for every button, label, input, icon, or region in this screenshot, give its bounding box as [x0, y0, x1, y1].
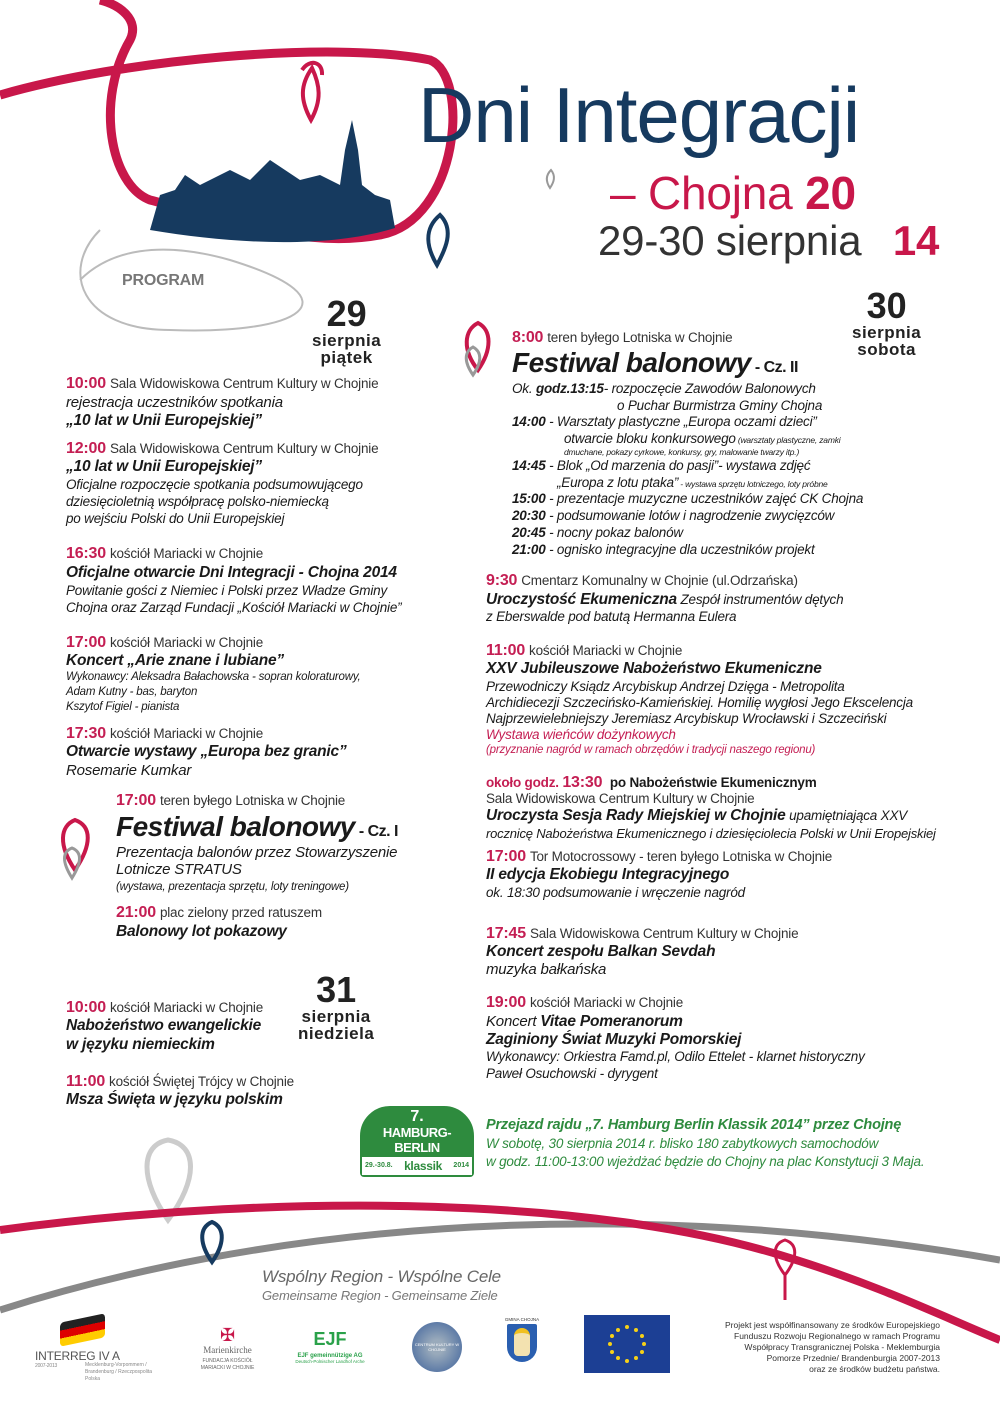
event-place: Tor Motocrossowy - teren byłego Lotniska w Chojnie — [529, 849, 833, 864]
city-skyline-icon — [150, 120, 395, 242]
schedule-row: dmuchane, pokazy cyrkowe, konkursy, gry, malowanie twarzy itp.) — [564, 447, 800, 457]
interreg-logo: INTERREG IV A 2007-2013 Mecklenburg-Vorpommern / Brandenburg / Rzeczpospolita Polska — [35, 1318, 155, 1388]
schedule-row: 14:00 - Warsztaty plastyczne „Europa oczami dzieci” — [512, 414, 817, 429]
schedule-row: 15:00 - prezentacje muzyczne uczestników zajęć CK Chojna — [512, 491, 864, 506]
event-line: Oficjalne rozpoczęcie spotkania podsumowującego — [66, 477, 363, 492]
subtitle-place: – Chojna 20 — [610, 167, 856, 219]
event-title: Balonowy lot pokazowy — [116, 923, 287, 940]
event-line: po wejściu Polski do Unii Europejskiej — [66, 511, 285, 526]
event-title: Zaginiony Świat Muzyki Pomorskiej — [486, 1031, 742, 1048]
event-line: Wykonawcy: Orkiestra Famd.pl, Odilo Ettelet - klarnet historyczny — [486, 1049, 865, 1064]
event-line: rocznicę Nabożeństwa Ekumenicznego i dziesięciolecia Polski w Unii Eropejskiej — [486, 826, 936, 841]
event-place: Sala Widowiskowa Centrum Kultury w Chojnie — [109, 376, 379, 391]
rally-line: w godz. 11:00-13:00 wjeżdżać będzie do Chojny na plac Konstytucji 3 Maja. — [486, 1154, 925, 1169]
schedule-row: 21:00 - ognisko integracyjne dla uczestników projekt — [512, 542, 815, 557]
rally-title: Przejazd rajdu „7. Hamburg Berlin Klassik 2014” przez Chojnę — [486, 1117, 902, 1133]
schedule-row: 20:30 - podsumowanie lotów i nagrodzenie zwycięzców — [512, 508, 835, 523]
event-time: 9:30 — [486, 572, 518, 589]
rally-badge-logo: 7. HAMBURG-BERLIN 29.-30.8. klassik 2014 — [360, 1106, 474, 1177]
event-title: Uroczysta Sesja Rady Miejskiej w Chojnie upamiętniająca XXV — [486, 807, 908, 824]
event-place: teren byłego Lotniska w Chojnie — [547, 330, 733, 345]
event-title: Nabożeństwo ewangelickie — [66, 1017, 262, 1034]
ejf-logo: EJF EJF gemeinnützige AG Deutsch-Polnischer Landhof Arche — [295, 1329, 365, 1364]
balloon-icon — [302, 63, 322, 120]
event-time: 17:00 — [486, 848, 526, 865]
event-place: kościół Mariacki w Chojnie — [109, 546, 264, 561]
event-place: kościół Świętej Trójcy w Chojnie — [109, 1074, 294, 1089]
event-line: Chojna oraz Zarząd Fundacji „Kościół Mariacki w Chojnie” — [66, 600, 402, 615]
event-title: Otwarcie wystawy „Europa bez granic” — [66, 743, 347, 760]
event-title: Koncert Vitae Pomeranorum — [486, 1013, 683, 1030]
event-time: 17:00 — [66, 634, 106, 651]
balloon-icon — [547, 170, 554, 188]
event-title: „10 lat w Unii Europejskiej” — [66, 412, 262, 429]
event-title: w języku niemieckim — [66, 1036, 215, 1053]
event-place: Cmentarz Komunalny w Chojnie (ul.Odrzańska) — [521, 573, 798, 588]
balloon-icon — [428, 215, 447, 265]
gmina-chojna-logo: GMINA CHOJNA — [502, 1317, 542, 1362]
event-place: kościół Mariacki w Chojnie — [529, 643, 683, 658]
event-time: 10:00 — [66, 375, 106, 392]
badge-year: 2014 — [453, 1162, 469, 1169]
program-label: PROGRAM — [122, 272, 205, 289]
event-line: Prezentacja balonów przez Stowarzyszenie — [116, 844, 398, 861]
event-title: Festiwal balonowy - Cz. I — [116, 811, 398, 842]
event-line: rejestracja uczestników spotkania — [66, 394, 283, 411]
event-line: Przewodniczy Ksiądz Arcybiskup Andrzej Dzięga - Metropolita — [486, 679, 845, 694]
schedule-row: 14:45 - Blok „Od marzenia do pasji”- wystawa zdjęć — [512, 458, 811, 473]
schedule-row: „Europa z lotu ptaka” - wystawa sprzętu lotniczego, loty próbne — [557, 475, 828, 490]
event-line: Paweł Osuchowski - dyrygent — [486, 1066, 658, 1081]
event-title: II edycja Ekobiegu Integracyjnego — [486, 866, 730, 883]
eu-stars-icon — [584, 1315, 670, 1373]
event-line: Lotnicze STRATUS — [116, 861, 242, 878]
marienkirche-logo: ✠ Marienkirche FUNDACJA KOŚCIÓŁ MARIACKI W CHOJNIE — [190, 1325, 265, 1372]
event-line: Kszytof Figiel - pianista — [66, 701, 180, 713]
event-line: Najprzewielebniejszy Jeremiasz Arcybiskup Wrocławski i Szczeciński — [486, 711, 887, 726]
event-place: Sala Widowiskowa Centrum Kultury w Chojnie — [109, 441, 379, 456]
event-line: z Eberswalde pod batutą Hermanna Eulera — [486, 609, 737, 624]
event-time: 13:30 — [562, 774, 603, 791]
event-line: Wykonawcy: Aleksadra Bałachowska - sopran koloraturowy, — [66, 671, 361, 683]
event-place: teren byłego Lotniska w Chojnie — [159, 793, 346, 808]
badge-word: klassik — [404, 1159, 442, 1173]
eu-flag-logo — [584, 1315, 670, 1373]
day-header-30: 30 sierpnia sobota — [852, 285, 922, 359]
event-line: dziesięcioletnią współpracę polsko-niemiecką — [66, 494, 329, 509]
event-time: 11:00 — [66, 1073, 106, 1090]
event-place: kościół Mariacki w Chojnie — [109, 1000, 264, 1015]
coat-of-arms-icon — [507, 1324, 537, 1362]
event-line: ok. 18:30 podsumowanie i wręczenie nagród — [486, 885, 745, 900]
event-line: (przyznanie nagród w ramach obrzędów i tradycji naszego regionu) — [486, 744, 816, 756]
schedule-row: Ok. godz.13:15- rozpoczęcie Zawodów Balonowych — [512, 381, 816, 396]
event-time: 12:00 — [66, 440, 106, 457]
day-header-29: 29 sierpnia piątek — [312, 293, 382, 367]
schedule-row: otwarcie bloku konkursowego (warsztaty plastyczne, zamki — [564, 431, 841, 446]
event-time: 19:00 — [486, 994, 526, 1011]
event-place: Sala Widowiskowa Centrum Kultury w Chojnie — [486, 791, 755, 806]
event-title: Koncert „Arie znane i lubiane” — [66, 652, 284, 669]
event-place: kościół Mariacki w Chojnie — [109, 726, 264, 741]
event-time: 11:00 — [486, 642, 526, 659]
subtitle-dates: 29-30 sierpnia 14 — [598, 217, 940, 264]
event-time: 21:00 — [116, 904, 156, 921]
event-place: kościół Mariacki w Chojnie — [109, 635, 264, 650]
event-time: 8:00 — [512, 329, 544, 346]
event-time: 16:30 — [66, 545, 106, 562]
event-title: Festiwal balonowy - Cz. II — [512, 347, 798, 378]
event-line: (wystawa, prezentacja sprzętu, loty treningowe) — [116, 881, 349, 893]
event-place: plac zielony przed ratuszem — [159, 905, 322, 920]
centrum-kultury-logo: CENTRUM KULTURY W CHOJNIE — [412, 1322, 462, 1372]
event-title: XXV Jubileuszowe Nabożeństwo Ekumeniczne — [486, 660, 822, 677]
schedule-row: o Puchar Burmistrza Gminy Chojna — [617, 398, 823, 413]
event-title: „10 lat w Unii Europejskiej” — [66, 458, 262, 475]
event-title: Msza Święta w języku polskim — [66, 1091, 283, 1108]
flag-swoosh-icon — [60, 1313, 105, 1347]
event-line: Rosemarie Kumkar — [66, 762, 192, 779]
rally-line: W sobotę, 30 sierpnia 2014 r. blisko 180 zabytkowych samochodów — [486, 1136, 879, 1151]
badge-dates: 29.-30.8. — [365, 1162, 393, 1169]
page-title: Dni Integracji — [418, 71, 860, 159]
day-header-31: 31 sierpnia niedziela — [298, 969, 375, 1043]
funding-note: Projekt jest współfinansowany ze środków Europejskiego Funduszu Rozwoju Regionalnego w ramach Programu Współpracy Transgranicznej Polska - Meklemburgia Pomorze Przednie/ Brandenburgia 2007-2013 oraz ze środków budżetu państwa. — [725, 1320, 940, 1374]
event-title: Oficjalne otwarcie Dni Integracji - Chojna 2014 — [66, 564, 397, 581]
event-line: Wystawa wieńców dożynkowych — [486, 727, 676, 742]
event-place: kościół Mariacki w Chojnie — [529, 995, 684, 1010]
event-line: Adam Kutny - bas, baryton — [66, 686, 198, 698]
event-title: Uroczystość Ekumeniczna Zespół instrumentów dętych — [486, 591, 844, 608]
event-title: Koncert zespołu Balkan Sevdah — [486, 943, 716, 960]
event-time: 10:00 — [66, 999, 106, 1016]
event-line: Archidiecezji Szczecińsko-Kamieńskiej. Homilię wygłosi Jego Ekscelencja — [486, 695, 913, 710]
event-line: Powitanie gości z Niemiec i Polski przez Władze Gminy — [66, 583, 388, 598]
event-time: 17:00 — [116, 792, 156, 809]
slogan-de: Gemeinsame Region - Gemeinsame Ziele — [262, 1288, 498, 1303]
cross-icon: ✠ — [219, 1325, 236, 1345]
event-time: 17:45 — [486, 925, 526, 942]
event-line: muzyka bałkańska — [486, 961, 607, 978]
balloon-icon — [775, 1240, 795, 1300]
event-time: 17:30 — [66, 725, 106, 742]
schedule-row: 20:45 - nocny pokaz balonów — [512, 525, 683, 540]
slogan-pl: Wspólny Region - Wspólne Cele — [262, 1267, 501, 1286]
balloon-icon — [63, 820, 88, 870]
event-place: Sala Widowiskowa Centrum Kultury w Chojnie — [529, 926, 799, 941]
